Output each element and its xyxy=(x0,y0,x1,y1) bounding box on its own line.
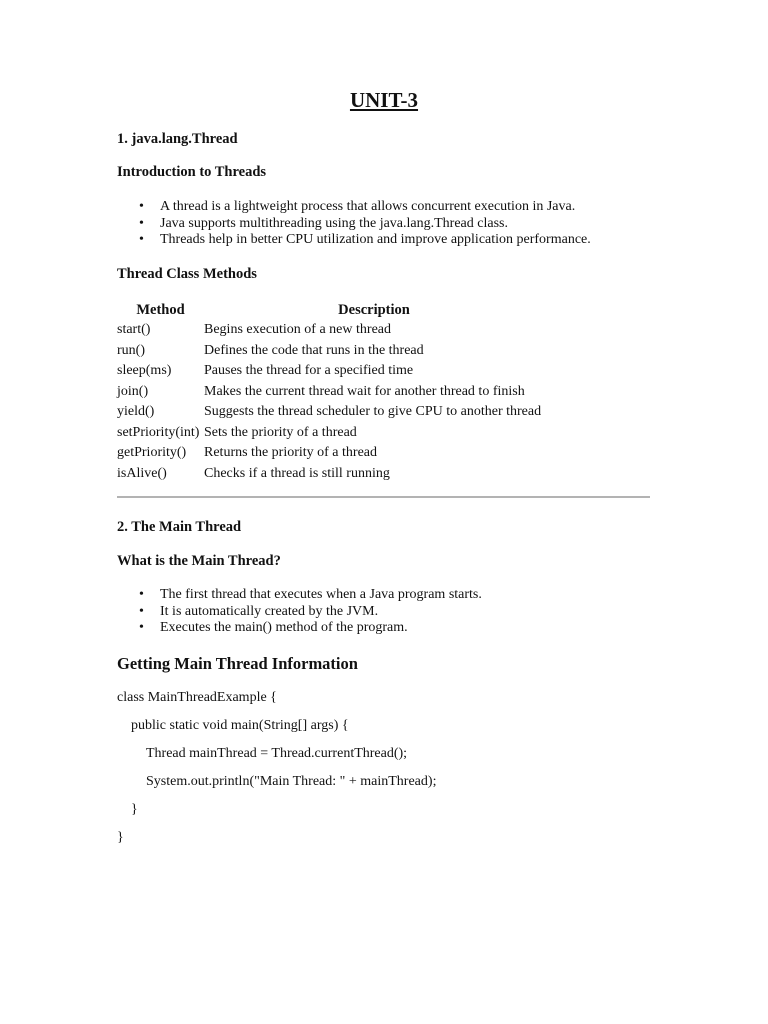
code-line: } xyxy=(117,830,124,845)
intro-bullet-list xyxy=(117,199,591,249)
subheading-thread-class-methods: Thread Class Methods xyxy=(117,266,257,282)
description-cell: Pauses the thread for a specified time xyxy=(204,363,414,379)
horizontal-divider xyxy=(117,496,650,498)
code-line: System.out.println("Main Thread: " + mainThread); xyxy=(146,774,437,789)
subheading-what-is-main-thread: What is the Main Thread? xyxy=(117,553,281,569)
code-line: class MainThreadExample { xyxy=(117,690,277,705)
table-row xyxy=(117,341,544,362)
subheading-getting-main-thread-information: Getting Main Thread Information xyxy=(117,654,358,673)
description-cell: Defines the code that runs in the thread xyxy=(204,342,424,358)
thread-methods-table xyxy=(117,300,544,484)
main-thread-bullet-list xyxy=(117,587,482,637)
list-item: • Threads help in better CPU utilization and improve application performance. xyxy=(117,232,591,249)
section-heading-java-lang-thread: 1. java.lang.Thread xyxy=(117,131,238,147)
description-cell: Returns the priority of a thread xyxy=(204,445,378,461)
table-row xyxy=(117,382,544,403)
table-row xyxy=(117,320,544,341)
description-cell: Begins execution of a new thread xyxy=(204,322,391,338)
method-cell: yield() xyxy=(117,404,155,420)
code-line: } xyxy=(131,802,138,817)
method-cell: sleep(ms) xyxy=(117,363,172,379)
method-cell: setPriority(int) xyxy=(117,424,200,440)
list-item: • Java supports multithreading using the java.lang.Thread class. xyxy=(117,216,591,233)
code-line: public static void main(String[] args) { xyxy=(131,718,349,733)
method-cell: start() xyxy=(117,322,151,338)
description-cell: Sets the priority of a thread xyxy=(204,424,357,440)
method-cell: isAlive() xyxy=(117,465,167,481)
section-heading-main-thread: 2. The Main Thread xyxy=(117,519,242,535)
description-cell: Makes the current thread wait for another thread to finish xyxy=(204,383,525,399)
table-header-row xyxy=(117,300,544,320)
subheading-introduction-to-threads: Introduction to Threads xyxy=(117,164,267,180)
column-header-description: Description xyxy=(338,301,410,318)
table-row xyxy=(117,361,544,382)
description-cell: Checks if a thread is still running xyxy=(204,465,390,481)
table-row xyxy=(117,443,544,464)
description-cell: Suggests the thread scheduler to give CPU to another thread xyxy=(204,404,542,420)
list-item: • The first thread that executes when a Java program starts. xyxy=(117,587,482,604)
table-row xyxy=(117,423,544,444)
code-line: Thread mainThread = Thread.currentThread(); xyxy=(146,746,408,761)
list-item: • It is automatically created by the JVM. xyxy=(117,604,482,621)
list-item: • Executes the main() method of the program. xyxy=(117,620,482,637)
method-cell: join() xyxy=(117,383,149,399)
page-title: UNIT-3 xyxy=(349,88,419,112)
method-cell: run() xyxy=(117,342,145,358)
method-cell: getPriority() xyxy=(117,445,187,461)
table-row xyxy=(117,464,544,485)
list-item: • A thread is a lightweight process that allows concurrent execution in Java. xyxy=(117,199,591,216)
column-header-method: Method xyxy=(136,301,185,318)
table-row xyxy=(117,402,544,423)
